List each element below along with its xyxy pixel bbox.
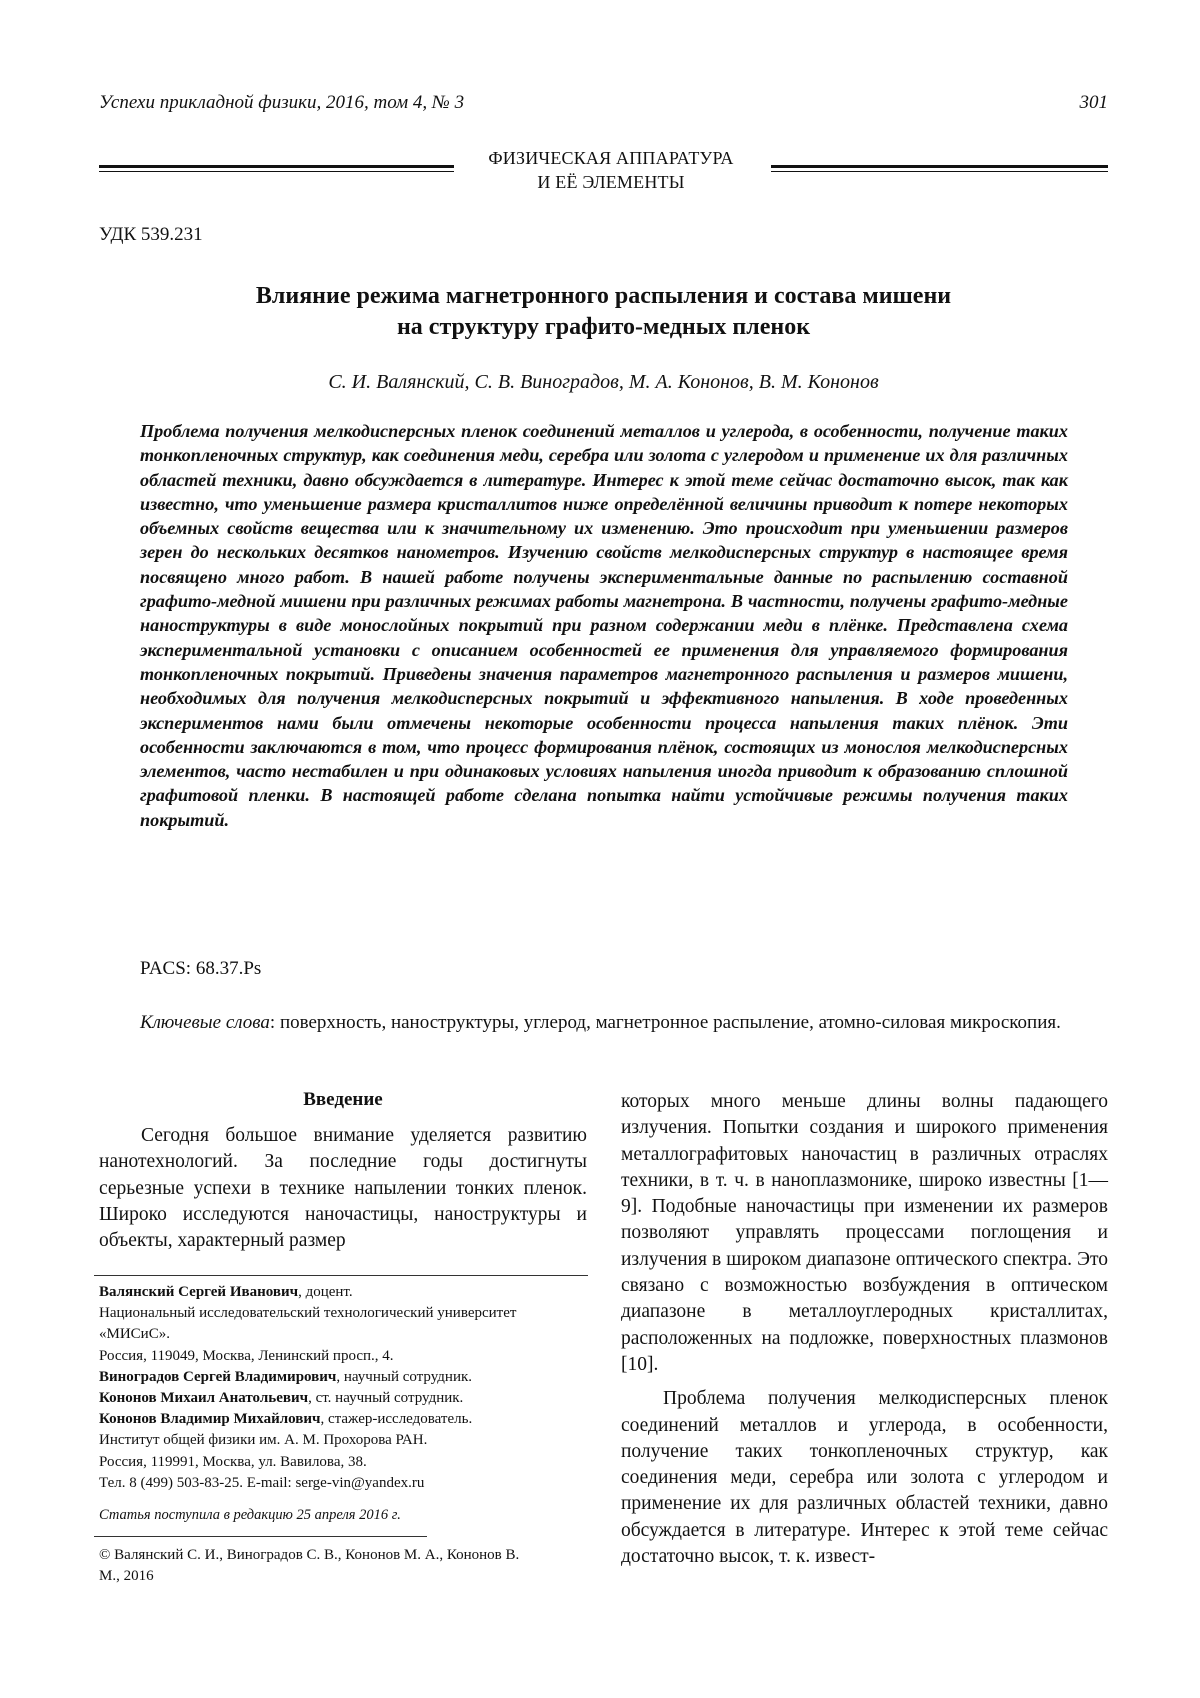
rubric-line-1: ФИЗИЧЕСКАЯ АППАРАТУРА — [488, 148, 734, 168]
udk-code: УДК 539.231 — [99, 224, 203, 245]
author-list: С. И. Валянский, С. В. Виноградов, М. А. Кононов, В. М. Кононов — [328, 371, 879, 393]
section-heading-introduction: Введение — [303, 1089, 383, 1110]
title-line-1: Влияние режима магнетронного распыления и состава мишени — [255, 283, 952, 309]
author-2-role: , научный сотрудник. — [336, 1368, 473, 1385]
keywords-text: : поверхность, наноструктуры, углерод, магнетронное распыление, атомно-силовая микроскопия. — [269, 1012, 1061, 1033]
rubric — [99, 146, 1108, 194]
author-3-role: , ст. научный сотрудник. — [308, 1390, 464, 1407]
received-date: Статья поступила в редакцию 25 апреля 2016 г. — [99, 1507, 401, 1523]
right-column — [621, 1089, 1108, 1570]
footnote-author-2 — [99, 1367, 587, 1388]
author-3-name: Кононов Михаил Анатольевич — [99, 1390, 309, 1407]
footnote-org-1: Национальный исследовательский технологический университет «МИСиС». — [99, 1305, 517, 1343]
author-1-name: Валянский Сергей Иванович — [99, 1284, 299, 1300]
rubric-text — [461, 146, 761, 194]
rubric-line-2: И ЕЁ ЭЛЕМЕНТЫ — [537, 172, 685, 192]
author-4-name: Кононов Владимир Михайлович — [99, 1411, 321, 1428]
footnote-contact: Тел. 8 (499) 503-83-25. E-mail: serge-vin@yandex.ru — [99, 1474, 425, 1491]
author-1-role: , доцент. — [298, 1284, 353, 1300]
footnote-divider — [94, 1275, 588, 1276]
copyright-notice: © Валянский С. И., Виноградов С. В., Кононов М. А., Кононов В. М., 2016 — [99, 1547, 520, 1584]
author-2-name: Виноградов Сергей Владимирович — [99, 1368, 337, 1385]
footnote-author-3 — [99, 1388, 587, 1409]
pacs-code: PACS: 68.37.Ps — [140, 958, 262, 979]
keywords — [140, 1010, 1068, 1035]
journal-header: Успехи прикладной физики, 2016, том 4, № 3 — [99, 92, 465, 113]
footnote-author-1 — [99, 1282, 587, 1303]
abstract: Проблема получения мелкодисперсных пленок соединений металлов и углерода, в особенности, получение таких тонкопленочных структур, как соединения меди, серебра или золота с углеродом и применение их для различных областей техники, давно обсуждается в литературе. Интерес к этой теме сейчас достаточно высок, так как известно, что уменьшение размера кристаллитов ниже определённой величины приводит к потере некоторых объемных свойств вещества или к значительному их изменению. Это происходит при уменьшении размеров зерен до нескольких десятков нанометров. Изучению свойств мелкодисперсных структур в настоящее время посвящено много работ. В нашей работе получены экспериментальные данные по распылению составной графито-медной мишени при различных режимах работы магнетрона. В частности, получены графито-медные наноструктуры в виде монослойных покрытий при разном содержании меди в плёнке. Представлена схема экспериментальной установки с описанием особенностей ее применения для управляемого формирования тонкопленочных покрытий. Приведены значения параметров магнетронного распыления и размеров мишени, необходимых для получения мелкодисперсных покрытий и эффективного напыления. В ходе проведенных экспериментов нами были отмечены некоторые особенности процесса напыления таких плёнок. Эти особенности заключаются в том, что процесс формирования плёнок, состоящих из монослоя мелкодисперсных элементов, часто нестабилен и при одинаковых условиях напыления иногда приводит к образованию сплошной графитовой пленки. В настоящей работе сделана попытка найти устойчивые режимы получения таких покрытий. — [140, 421, 1068, 830]
author-footnote — [99, 1282, 587, 1494]
footnote-author-4 — [99, 1409, 587, 1430]
intro-paragraph-right-2: Проблема получения мелкодисперсных пленок соединений металлов и углерода, в особенности, получение таких тонкопленочных структур, как соединения меди, серебра или золота с углеродом и применение их для различных областей техники, давно обсуждается в литературе. Интерес к этой теме сейчас достаточно высок, т. к. извест- — [621, 1388, 1108, 1568]
intro-paragraph-right-1: которых много меньше длины волны падающего излучения. Попытки создания и широкого применения металлографитовых наночастиц в различных отраслях техники, в т. ч. в наноплазмонике, широко известны [1—9]. Подобные наночастицы при изменении их размеров позволяют управлять процессами поглощения и излучения в широком диапазоне оптического спектра. Это связано с возможностью возбуждения в оптическом диапазоне в металлоуглеродных кристаллитах, расположенных на подложке, поверхностных плазмонов [10]. — [621, 1091, 1108, 1375]
article-title — [99, 281, 1108, 343]
title-line-2: на структуру графито-медных пленок — [396, 314, 811, 340]
rubric-rule-right — [771, 165, 1108, 172]
left-column — [99, 1088, 587, 1254]
copyright-divider — [94, 1536, 427, 1537]
page-number: 301 — [1079, 92, 1108, 113]
footnote-address-2: Россия, 119991, Москва, ул. Вавилова, 38. — [99, 1453, 367, 1470]
rubric-rule-left — [99, 165, 454, 172]
intro-paragraph-left: Сегодня большое внимание уделяется развитию нанотехнологий. За последние годы достигнуты серьезные успехи в технике напылении тонких пленок. Широко исследуются наночастицы, наноструктуры и объекты, характерный размер — [99, 1125, 587, 1252]
author-4-role: , стажер-исследователь. — [320, 1411, 473, 1428]
footnote-address-1: Россия, 119049, Москва, Ленинский просп., 4. — [99, 1347, 394, 1364]
footnote-org-2: Институт общей физики им. А. М. Прохорова РАН. — [99, 1432, 428, 1449]
keywords-label: Ключевые слова — [140, 1012, 270, 1033]
